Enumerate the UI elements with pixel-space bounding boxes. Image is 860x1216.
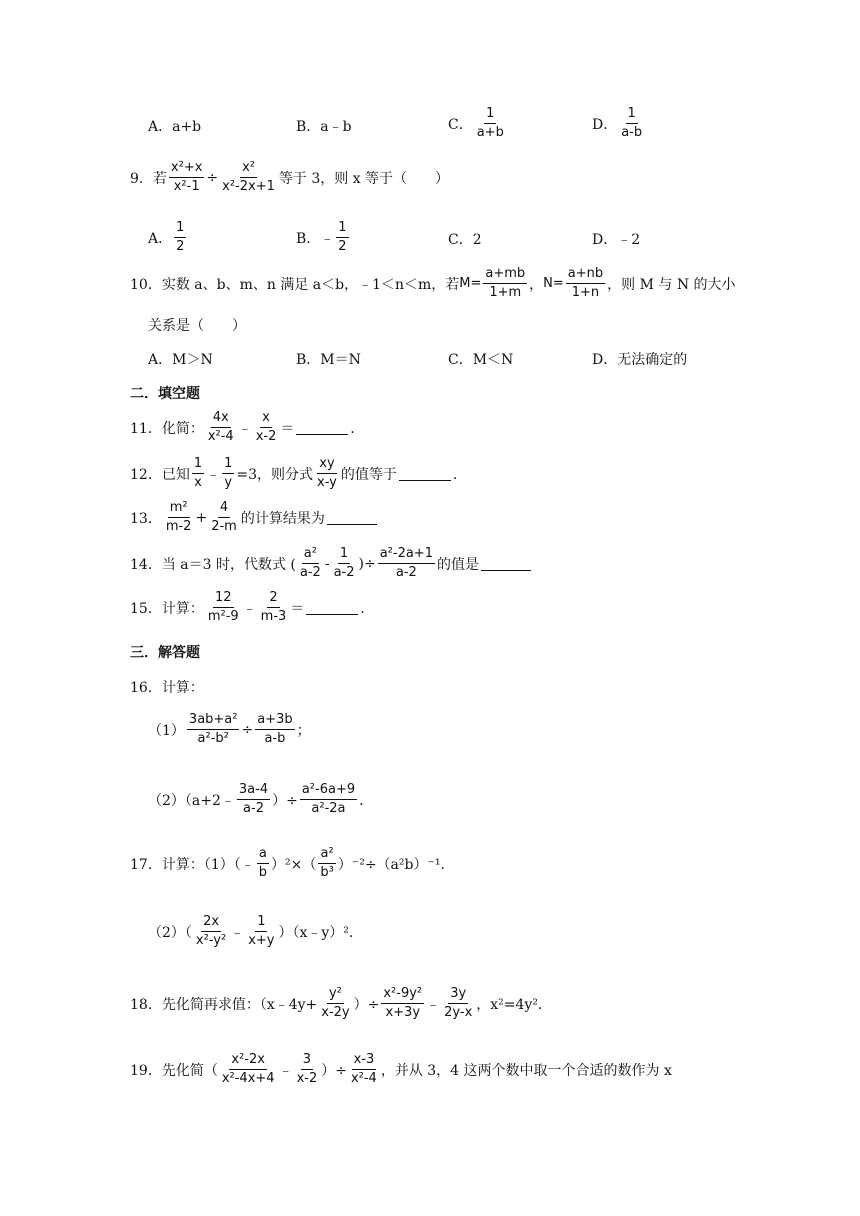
question-11: 11．化简： $\frac{4x}{\text{x²-4}}$ ﹣ $\frac{x}{x-2}$ ＝ ．	[130, 410, 365, 445]
answer-blank[interactable]	[399, 479, 451, 481]
question-17-part-1: 17．计算：（1）（﹣ $\frac{a}{b}$ ）²×（ $\frac{\text{a²}}{\text{b³}}$ ）⁻²÷（a²b）⁻¹．	[130, 846, 455, 881]
question-13: 13． $\frac{\text{m²}}{m-2}$ + $\frac{4}{2-m}$ 的计算结果为	[130, 500, 379, 536]
q10-option-b: B．M＝N	[296, 352, 361, 368]
question-19: 19．先化简（ $\frac{\text{x²-2x}}{\text{x²-4x+4}}$ ﹣ $\frac{3}{x-2}$ ）÷ $\frac{x-3}{\text{x²-4}}$ ，并从 3，4 这两个数中取一个合适的数作为 x	[130, 1052, 672, 1087]
answer-blank[interactable]	[327, 523, 377, 525]
answer-blank[interactable]	[481, 569, 531, 571]
question-17-part-2: （2）（ $\frac{2x}{\text{x²-y²}}$ ﹣ $\frac{1}{x+y}$ ）（x﹣y）²．	[148, 914, 363, 949]
question-15: 15．计算： $\frac{12}{\text{m²-9}}$ ﹣ $\frac{2}{m-3}$ ＝ ．	[130, 590, 375, 625]
q9-option-d: D．﹣2	[592, 232, 641, 248]
q8-option-c: C． $\frac{1}{a+b}$	[448, 106, 504, 141]
q9-option-a: A． $\frac{1}{2}$	[148, 220, 185, 255]
q10-option-d: D．无法确定的	[592, 352, 688, 368]
question-18: 18．先化简再求值：（x﹣4y+ $\frac{\text{y²}}{x-2y}$ ）÷ $\frac{\text{x²-9y²}}{x+3y}$ ﹣ $\frac{3y}{2y-x}$ ，x²=4y²．	[130, 986, 552, 1021]
question-10: 10．实数 a、b、m、n 满足 a＜b，﹣1＜n＜m，若 M= $\frac{a+mb}{1+m}$ ， N= $\frac{a+nb}{1+n}$ ，则 M 与 N 的大小	[130, 266, 736, 301]
q10-option-c: C．M＜N	[448, 352, 514, 368]
question-9: 9．若 $\frac{\text{x²+x}}{\text{x²-1}}$ ÷ $\frac{\text{x²}}{\text{x²-2x+1}}$ 等于 3，则 x 等于（ ）	[130, 160, 450, 195]
section-heading-fill-blank: 二．填空题	[130, 386, 200, 402]
fraction: $\frac{1}{a-b}$	[621, 106, 643, 141]
q8-option-d: D． $\frac{1}{a-b}$	[592, 106, 643, 141]
question-10-line2: 关系是（ ）	[148, 318, 246, 334]
q8-option-b: B．a﹣b	[296, 119, 352, 135]
answer-blank[interactable]	[296, 433, 348, 435]
q8-option-a: A．a+b	[148, 119, 202, 135]
question-14: 14．当 a＝3 时，代数式 ( $\frac{\text{a²}}{a-2}$ - $\frac{1}{a-2}$ )÷ $\frac{\text{a²-2a+1}}{a-2}$ 的值是	[130, 546, 533, 582]
q9-option-b: B．﹣ $\frac{1}{2}$	[296, 220, 347, 255]
fraction: $\frac{1}{a+b}$	[476, 106, 504, 141]
section-heading-solve: 三．解答题	[130, 645, 200, 661]
q10-option-a: A．M＞N	[148, 352, 213, 368]
question-16-part-2: （2）（a+2﹣ $\frac{3a-4}{a-2}$ ）÷ $\frac{\text{a²-6a+9}}{\text{a²-2a}}$ ．	[148, 782, 374, 817]
answer-blank[interactable]	[306, 613, 358, 615]
question-16-part-1: （1） $\frac{\text{3ab+a²}}{\text{a²-b²}}$ ÷ $\frac{a+3b}{a-b}$ ；	[148, 712, 311, 747]
question-12: 12．已知 $\frac{1}{x}$ ﹣ $\frac{1}{y}$ =3，则分式 $\frac{xy}{x-y}$ 的值等于 ．	[130, 456, 467, 491]
question-16: 16．计算：	[130, 680, 204, 696]
q9-option-c: C．2	[448, 232, 482, 248]
